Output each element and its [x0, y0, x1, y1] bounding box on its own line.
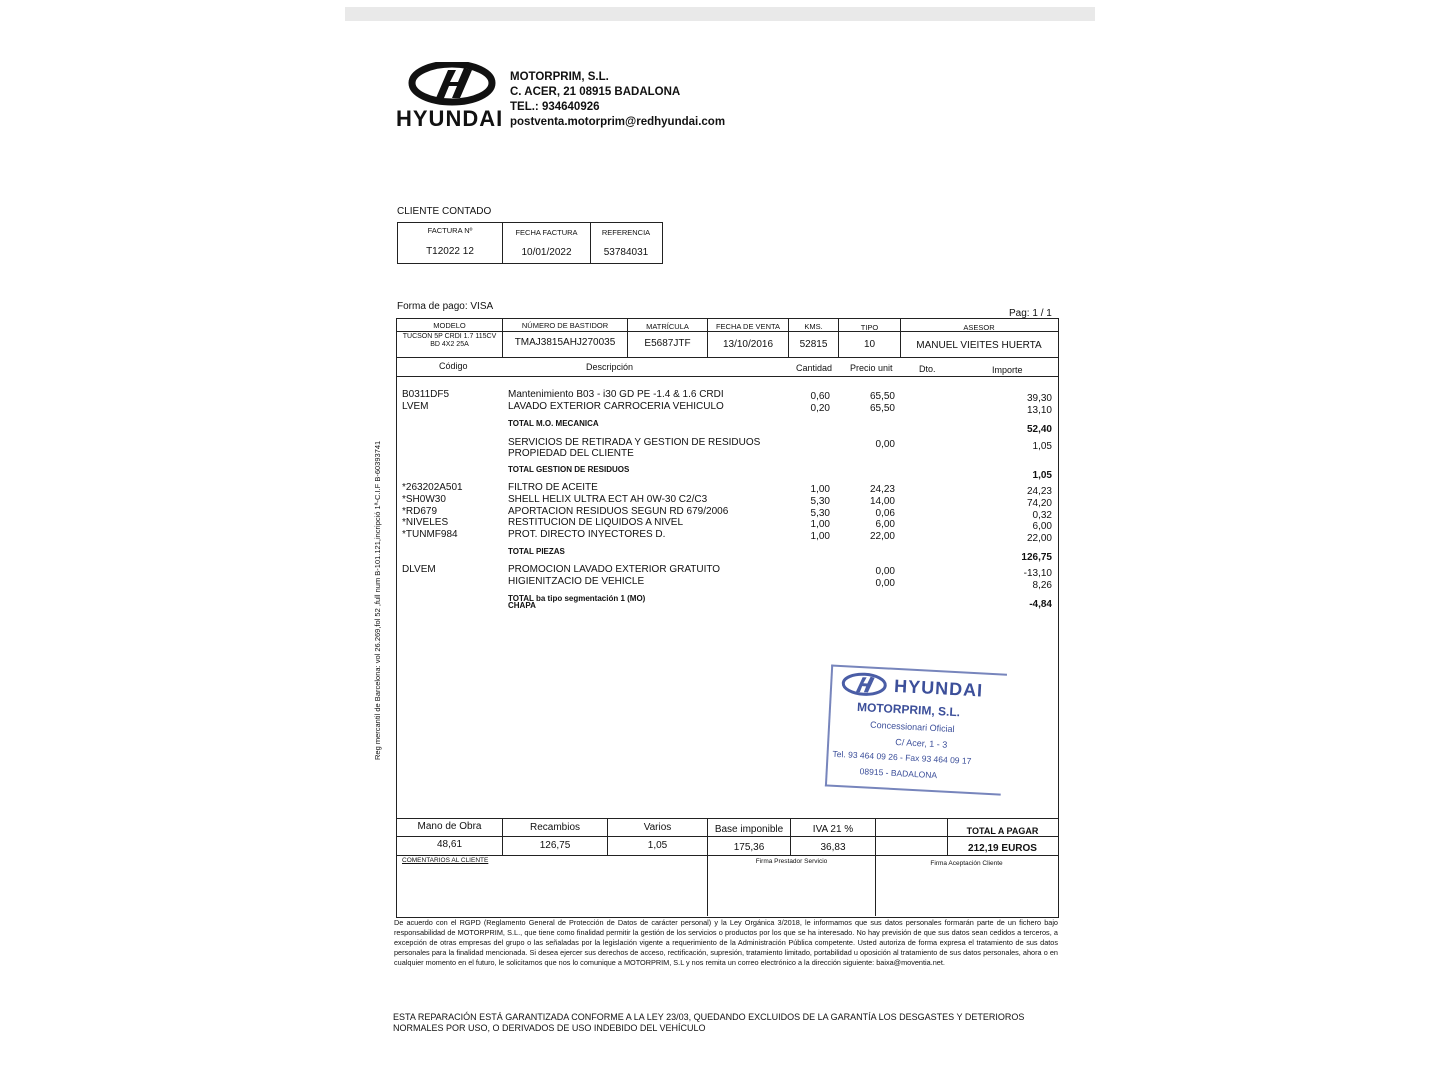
line-amount: -13,10	[1023, 568, 1052, 579]
client-label: CLIENTE CONTADO	[397, 206, 492, 217]
registry-info: Reg mercantil de Barcelona: vol 26.269,fol 52 ,full num B-101.121,incripció 1ª-C.I.F B-60393741	[373, 440, 382, 760]
sale-date-value: 13/10/2016	[722, 339, 774, 350]
line-code: *TUNMF984	[402, 529, 458, 540]
tax-base-header: Base imponible	[714, 824, 784, 835]
line-subtotal-sublabel: CHAPA	[508, 601, 536, 610]
line-amount: 13,10	[1026, 405, 1052, 416]
invoice-number-header: FACTURA Nº	[427, 226, 473, 235]
vin-header: NÚMERO DE BASTIDOR	[521, 321, 609, 330]
plate-header: MATRÍCULA	[646, 322, 689, 331]
invoice-date: 10/01/2022	[521, 247, 572, 258]
advisor-value: MANUEL VIEITES HUERTA	[916, 340, 1042, 351]
line-amount: 22,00	[1026, 533, 1052, 544]
line-code: *NIVELES	[402, 517, 449, 528]
total-to-pay-header: TOTAL A PAGAR	[966, 826, 1039, 836]
line-subtotal-label: TOTAL M.O. MECANICA	[508, 419, 599, 428]
total-to-pay: 212,19 EUROS	[968, 843, 1037, 854]
stamp-line-4: 08915 - BADALONA	[859, 766, 938, 781]
stamp-line-1: Concessionari Oficial	[869, 719, 955, 735]
labor-total: 48,61	[436, 839, 463, 850]
line-unit-price: 65,50	[869, 391, 895, 402]
line-unit-price: 24,23	[869, 484, 895, 495]
line-quantity: 0,20	[810, 403, 830, 414]
line-unit-price: 65,50	[869, 403, 895, 414]
stamp-line-2: C/ Acer, 1 - 3	[895, 736, 948, 750]
parts-total: 126,75	[539, 840, 571, 851]
line-unit-price: 14,00	[869, 496, 895, 507]
line-amount: 8,26	[1032, 580, 1052, 591]
provider-signature-label: Firma Prestador Servicio	[755, 858, 828, 865]
line-quantity: 1,00	[810, 484, 830, 495]
company-email: postventa.motorprim@redhyundai.com	[510, 116, 726, 128]
line-description: HIGIENITZACIO DE VEHICLE	[508, 576, 645, 587]
line-subtotal-amount: 1,05	[1032, 470, 1052, 481]
line-amount: 39,30	[1026, 393, 1052, 404]
invoice-date-header: FECHA FACTURA	[515, 228, 578, 237]
line-unit-price: 0,00	[875, 578, 895, 589]
line-subtotal-label: TOTAL PIEZAS	[508, 547, 565, 556]
line-code: *263202A501	[402, 482, 463, 493]
line-quantity: 5,30	[810, 508, 830, 519]
warranty-notice: ESTA REPARACIÓN ESTÁ GARANTIZADA CONFORME A LA LEY 23/03, QUEDANDO EXCLUIDOS DE LA GARANTÍA LOS DESGASTES Y DETERIOROS NORMALES POR USO, O DERIVADOS DE USO INDEBIDO DEL VEHÍCULO	[393, 1012, 1025, 1033]
payment-method: Forma de pago: VISA	[397, 301, 494, 312]
amount-header: Importe	[992, 365, 1023, 375]
advisor-header: ASESOR	[963, 323, 995, 332]
line-subtotal-label: TOTAL GESTION DE RESIDUOS	[508, 465, 630, 474]
line-quantity: 1,00	[810, 531, 830, 542]
invoice-reference: 53784031	[603, 247, 649, 258]
invoice-reference-header: REFERENCIA	[601, 228, 651, 237]
line-subtotal-label: TOTAL ba tipo segmentación 1 (MO)	[508, 594, 646, 603]
quantity-header: Cantidad	[796, 363, 833, 373]
line-quantity: 5,30	[810, 496, 830, 507]
line-amount: 1,05	[1032, 441, 1052, 452]
misc-total-header: Varios	[643, 822, 672, 833]
plate-value: E5687JTF	[644, 338, 691, 349]
labor-total-header: Mano de Obra	[417, 821, 482, 832]
line-amount: 74,20	[1026, 498, 1052, 509]
parts-total-header: Recambios	[529, 822, 581, 833]
line-quantity: 0,60	[810, 391, 830, 402]
line-subtotal-amount: 126,75	[1021, 552, 1052, 563]
line-description: PROPIEDAD DEL CLIENTE	[508, 448, 634, 459]
page-number: Pag: 1 / 1	[1009, 308, 1052, 319]
hyundai-logo	[396, 62, 508, 132]
line-amount: 0,32	[1032, 510, 1052, 521]
company-info	[510, 70, 725, 130]
line-unit-price: 0,00	[875, 439, 895, 450]
sale-date-header: FECHA DE VENTA	[715, 322, 781, 331]
vat-amount: 36,83	[820, 842, 846, 853]
line-amount: 24,23	[1026, 486, 1052, 497]
model-line-1: TUCSON 5P CRDI 1.7 115CV	[402, 333, 497, 340]
model-value	[397, 333, 502, 349]
model-header: MODELO	[433, 321, 466, 330]
hyundai-wordmark: HYUNDAI	[396, 106, 504, 131]
vat-header: IVA 21 %	[812, 824, 854, 835]
scan-edge-strip	[345, 7, 1095, 21]
description-header: Descripción	[586, 362, 634, 372]
line-description: APORTACION RESIDUOS SEGUN RD 679/2006	[508, 506, 729, 517]
invoice-number: T12022 12	[426, 246, 474, 257]
kms-value: 52815	[799, 339, 828, 350]
stamp-hyundai-emblem-icon	[840, 671, 889, 697]
line-description: SERVICIOS DE RETIRADA Y GESTION DE RESIDUOS	[508, 437, 761, 448]
line-subtotal-amount: -4,84	[1029, 599, 1052, 610]
line-code: DLVEM	[402, 564, 436, 575]
line-description: Mantenimiento B03 - i30 GD PE -1.4 & 1.6 CRDI	[508, 389, 724, 400]
stamp-company-name: MOTORPRIM, S.L.	[856, 699, 961, 720]
stamp-brand: HYUNDAI	[893, 675, 984, 701]
line-code: *SH0W30	[402, 494, 446, 505]
model-line-2: BD 4X2 25A	[430, 341, 469, 348]
line-code: *RD679	[402, 506, 438, 517]
discount-header: Dto.	[919, 364, 936, 374]
line-unit-price: 6,00	[875, 519, 895, 530]
client-signature-label: Firma Aceptación Cliente	[930, 860, 1003, 867]
line-subtotal-amount: 52,40	[1026, 424, 1052, 435]
company-phone: TEL.: 934640926	[510, 101, 600, 113]
code-header: Código	[439, 361, 468, 371]
line-quantity: 1,00	[810, 519, 830, 530]
unit-price-header: Precio unit	[850, 363, 893, 373]
tax-base: 175,36	[733, 842, 765, 853]
line-description: FILTRO DE ACEITE	[508, 482, 598, 493]
line-unit-price: 0,06	[875, 508, 895, 519]
line-code: LVEM	[402, 401, 429, 412]
company-stamp	[817, 660, 1013, 798]
type-value: 10	[863, 339, 876, 350]
line-amount: 6,00	[1032, 521, 1052, 532]
line-description: SHELL HELIX ULTRA ECT AH 0W-30 C2/C3	[508, 494, 708, 505]
kms-header: KMS.	[804, 322, 823, 331]
line-description: LAVADO EXTERIOR CARROCERIA VEHICULO	[508, 401, 724, 412]
line-unit-price: 0,00	[875, 566, 895, 577]
misc-total: 1,05	[647, 840, 668, 851]
line-description: PROT. DIRECTO INYECTORES D.	[508, 529, 666, 540]
line-description: RESTITUCION DE LIQUIDOS A NIVEL	[508, 517, 684, 528]
type-header: TIPO	[860, 323, 879, 332]
line-description: PROMOCION LAVADO EXTERIOR GRATUITO	[508, 564, 721, 575]
comments-label: COMENTARIOS AL CLIENTE	[402, 857, 489, 864]
stamp-line-3: Tel. 93 464 09 26 - Fax 93 464 09 17	[832, 748, 972, 766]
company-address: C. ACER, 21 08915 BADALONA	[510, 86, 681, 98]
line-unit-price: 22,00	[869, 531, 895, 542]
line-code: B0311DF5	[402, 389, 450, 400]
privacy-notice: De acuerdo con el RGPD (Reglamento General de Protección de Datos de carácter personal) y la Ley Orgánica 3/2018, le informamos que sus datos personales formarán parte de un fichero bajo responsabilidad de MOTORPRIM, S.L., que tiene como finalidad permitir la gestión de los servicios o productos por los que se ha interesado. No hay previsión de que sus datos sean cedidos a terceros, a excepción de otras empresas del grupo o las señaladas por la legislación vigente a requerimiento de la Administración Pública competente. Usted autoriza de forma expresa el tratamiento de sus datos personales para la finalidad mencionada. Si desea ejercer sus derechos de acceso, rectificación, supresión, tratamiento limitado, portabilidad u oposición al tratamiento de sus datos personales, ahora o en cualquier momento en el futuro, le solicitamos que nos lo comunique a MOTORPRIM, S.L y nos remita un correo electrónico a la dirección siguiente: baixa@moventia.net.	[394, 918, 1058, 967]
vin-value: TMAJ3815AHJ270035	[514, 337, 616, 348]
company-name: MOTORPRIM, S.L.	[510, 71, 609, 83]
